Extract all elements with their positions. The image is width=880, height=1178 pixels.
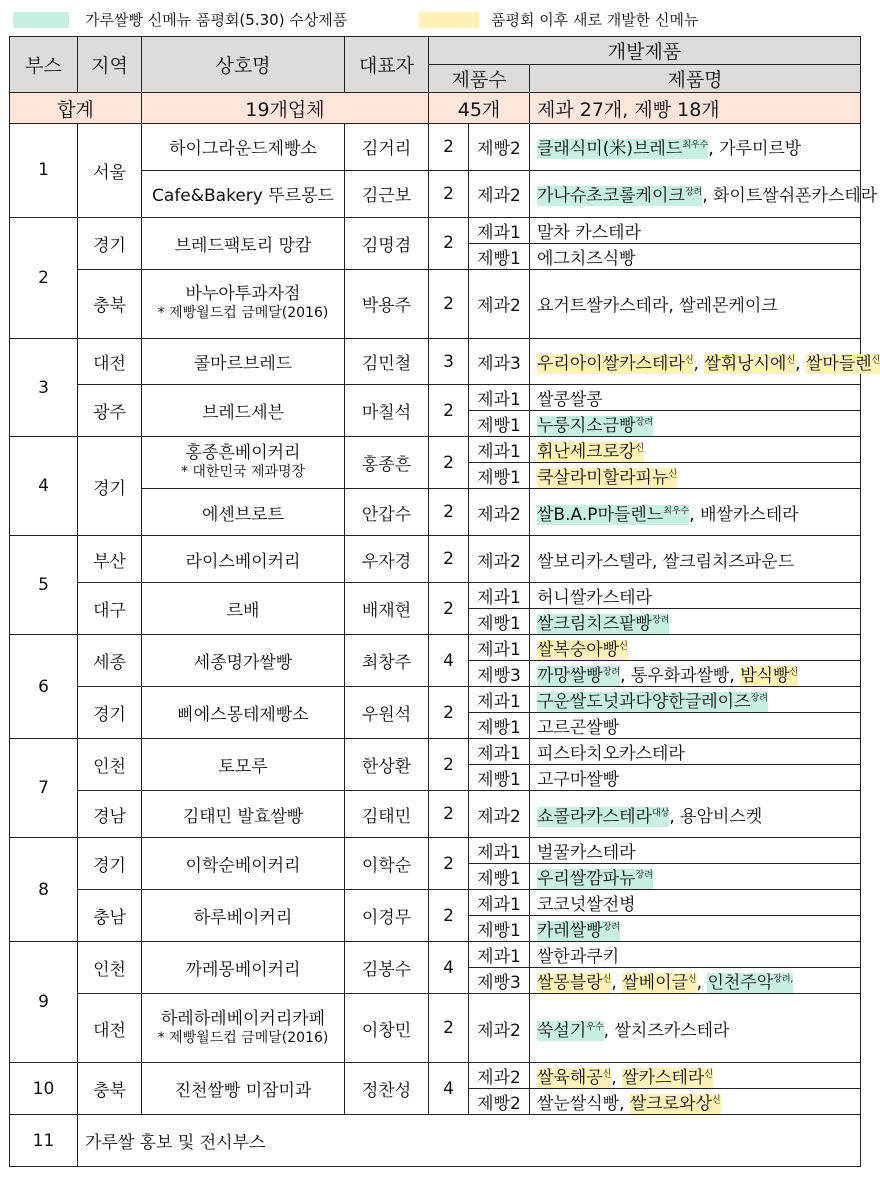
company: 이학순베이커리 (142, 838, 345, 890)
company: 콜마르브레드 (142, 338, 345, 385)
award-mark: 신 (635, 443, 645, 454)
company (142, 437, 345, 489)
ceo: 김명겸 (345, 217, 429, 269)
highlighted-product: 우리쌀깜파뉴$^{장려}$ (537, 869, 653, 890)
product-count: 2 (429, 994, 469, 1063)
company-name: 바누아투과자점 (185, 284, 301, 305)
total-detail: 제과 27개, 제빵 18개 (530, 93, 861, 124)
booth-number: 10 (10, 1063, 78, 1115)
highlighted-product: 쌀B.A.P마들렌느$^{최우수}$ (537, 504, 690, 525)
award-mark: 신 (619, 641, 628, 652)
category: 제과1 (469, 942, 530, 968)
highlighted-product: 쌀휘낭시에$^신$ (704, 354, 796, 374)
company (142, 269, 345, 338)
highlighted-product: 클래식미(米)브레드$^{최우수}$ (537, 139, 709, 160)
region: 충북 (78, 269, 142, 338)
category: 제빵1 (469, 713, 530, 739)
product-names: 허니쌀카스테라 (530, 583, 861, 609)
product-text: 쌀눈쌀식빵, (537, 1094, 630, 1114)
product-names (530, 916, 861, 942)
award-mark: 우수 (586, 1022, 604, 1033)
highlighted-product: 우리아이쌀카스테라$^신$ (537, 354, 694, 374)
category: 제과2 (469, 994, 530, 1063)
product-text: , 화이트쌀쉬폰카스테라 (702, 186, 878, 207)
highlighted-product: 까망쌀빵$^{장려}$ (537, 666, 621, 687)
product-text: , (696, 973, 708, 994)
header-ceo: 대표자 (345, 37, 429, 93)
product-text: , (795, 354, 806, 374)
table-row (10, 385, 861, 411)
table-row (10, 635, 861, 661)
category: 제과3 (469, 338, 530, 385)
category: 제과1 (469, 687, 530, 713)
ceo: 우원석 (345, 687, 429, 739)
category: 제과1 (469, 890, 530, 916)
product-names (530, 661, 861, 687)
total-count: 45개 (429, 93, 530, 124)
company-name: 하레하레베이커리카페 (160, 1008, 326, 1029)
product-names: 요거트쌀카스테라, 쌀레몬케이크 (530, 269, 861, 338)
ceo: 배재현 (345, 583, 429, 635)
award-mark: 최우수 (682, 140, 709, 151)
ceo: 김봉수 (345, 942, 429, 994)
product-text: , 가루미르방 (708, 139, 802, 160)
product-text: , 배쌀카스테라 (689, 504, 799, 525)
region: 경기 (78, 437, 142, 536)
product-text: , 용암비스켓 (669, 806, 763, 827)
product-count: 2 (429, 170, 469, 217)
product-text: , (611, 973, 623, 994)
product-count: 2 (429, 124, 469, 171)
region: 충남 (78, 890, 142, 942)
product-text: , 통우화과쌀빵, (620, 666, 741, 687)
product-names (530, 1089, 861, 1115)
highlighted-product: 쌀크림치즈팥빵$^{장려}$ (537, 614, 670, 635)
product-text: , 쌀치즈카스테라 (603, 1020, 730, 1041)
booth-number: 5 (10, 536, 78, 635)
region: 광주 (78, 385, 142, 437)
award-mark: 장려 (684, 187, 703, 198)
company: 삐에스몽테제빵소 (142, 687, 345, 739)
product-names (530, 463, 861, 489)
product-names (530, 1063, 861, 1089)
product-count: 2 (429, 536, 469, 583)
legend-new-label: 품평회 이후 새로 개발한 신메뉴 (491, 11, 699, 29)
category: 제빵1 (469, 916, 530, 942)
product-names (530, 609, 861, 635)
company-note: * 제빵월드컵 금메달(2016) (157, 305, 329, 322)
product-count: 4 (429, 635, 469, 687)
highlighted-product: 구운쌀도넛과다양한글레이즈$^{장려}$ (537, 692, 768, 713)
highlighted-product: 휘난세크로캉$^신$ (537, 442, 645, 463)
company: 하루베이커리 (142, 890, 345, 942)
region: 경기 (78, 217, 142, 269)
region: 부산 (78, 536, 142, 583)
ceo: 김태민 (345, 791, 429, 838)
ceo: 최창주 (345, 635, 429, 687)
category: 제과2 (469, 1063, 530, 1089)
company: 토모루 (142, 739, 345, 791)
company: 김태민 발효쌀빵 (142, 791, 345, 838)
category: 제과1 (469, 385, 530, 411)
award-mark: 장려 (602, 922, 621, 933)
product-count: 2 (429, 890, 469, 942)
header-names: 제품명 (530, 65, 861, 93)
header-count: 제품수 (429, 65, 530, 93)
region: 세종 (78, 635, 142, 687)
category: 제과2 (469, 170, 530, 217)
company: 세종명가쌀빵 (142, 635, 345, 687)
product-count: 2 (429, 739, 469, 791)
region: 인천 (78, 942, 142, 994)
highlighted-product: 쌀몽블랑$^신$ (537, 973, 612, 994)
company: 에센브로트 (142, 489, 345, 536)
product-names: 고르곤쌀빵 (530, 713, 861, 739)
ceo: 김근보 (345, 170, 429, 217)
product-names (530, 489, 861, 536)
award-mark: 장려 (750, 693, 768, 704)
table-row (10, 687, 861, 713)
award-mark: 신 (704, 1069, 714, 1080)
product-count: 2 (429, 687, 469, 739)
ceo: 한상환 (345, 739, 429, 791)
highlighted-product: 쌀마들렌$^신$ (805, 354, 880, 374)
ceo: 김민철 (345, 338, 429, 385)
product-count: 2 (429, 838, 469, 890)
region: 서울 (78, 124, 142, 218)
highlighted-product: 가나슈초코롤케이크$^{장려}$ (537, 186, 703, 207)
product-count: 2 (429, 489, 469, 536)
company-note: * 대한민국 제과명장 (180, 464, 306, 481)
product-names (530, 338, 880, 385)
product-text: , (611, 1068, 623, 1088)
ceo: 이학순 (345, 838, 429, 890)
booth-number: 7 (10, 739, 78, 838)
category: 제빵3 (469, 968, 530, 994)
product-text: , (693, 354, 705, 374)
product-count: 2 (429, 791, 469, 838)
header-company: 상호명 (142, 37, 345, 93)
total-label: 합계 (10, 93, 142, 124)
highlighted-product: 누룽지소금빵$^{장려}$ (537, 416, 653, 437)
category: 제과1 (469, 437, 530, 463)
table-row (10, 217, 861, 243)
product-count: 2 (429, 217, 469, 269)
product-names (530, 124, 861, 171)
table-row (10, 1115, 861, 1167)
award-mark: 장려 (651, 615, 670, 626)
award-mark: 신 (602, 1069, 612, 1080)
company: 브레드팩토리 망캄 (142, 217, 345, 269)
header-dev: 개발제품 (429, 37, 861, 65)
product-names: 쌀보리카스텔라, 쌀크림치즈파운드 (530, 536, 861, 583)
header-booth: 부스 (10, 37, 78, 93)
region: 경기 (78, 838, 142, 890)
booth-number: 8 (10, 838, 78, 942)
booth-number: 2 (10, 217, 78, 338)
booth-table (9, 36, 880, 1167)
region: 대전 (78, 338, 142, 385)
award-mark: 신 (687, 974, 697, 985)
region: 경기 (78, 687, 142, 739)
category: 제빵1 (469, 243, 530, 269)
category: 제빵1 (469, 765, 530, 791)
highlighted-product: 쑥설기$^{우수}$ (537, 1020, 604, 1041)
category: 제빵2 (469, 124, 530, 171)
table-row (10, 838, 861, 864)
region: 대전 (78, 994, 142, 1063)
product-names (530, 635, 861, 661)
product-names: 고구마쌀빵 (530, 765, 861, 791)
ceo: 우자경 (345, 536, 429, 583)
table-row (10, 1063, 861, 1089)
company: 브레드세븐 (142, 385, 345, 437)
total-row (10, 93, 861, 124)
category: 제빵1 (469, 864, 530, 890)
category: 제빵3 (469, 661, 530, 687)
product-names: 쌀한과쿠키 (530, 942, 861, 968)
award-mark: 신 (684, 355, 694, 366)
region: 대구 (78, 583, 142, 635)
award-mark: 장려 (635, 417, 653, 428)
booth-number: 4 (10, 437, 78, 536)
category: 제과1 (469, 635, 530, 661)
product-names: 쌀콩쌀콩 (530, 385, 861, 411)
category: 제과2 (469, 489, 530, 536)
product-names: 코코넛쌀전병 (530, 890, 861, 916)
product-count: 2 (429, 583, 469, 635)
award-mark: 신 (789, 667, 799, 678)
table-row (10, 942, 861, 968)
highlighted-product: 쌀베이글$^신$ (622, 973, 697, 994)
award-mark: 신 (712, 1095, 721, 1106)
table-row (10, 437, 861, 463)
product-names: 피스타치오카스테라 (530, 739, 861, 765)
highlighted-product: 인천주악$^{장려,}$ (707, 973, 794, 994)
highlighted-product: 쇼콜라카스테라$^{대상}$ (537, 806, 670, 827)
company: 진천쌀빵 미잠미과 (142, 1063, 345, 1115)
award-mark: 신 (786, 355, 796, 366)
booth-number: 1 (10, 124, 78, 218)
region: 충북 (78, 1063, 142, 1115)
legend-award-label: 가루쌀빵 신메뉴 품평회(5.30) 수상제품 (85, 11, 348, 29)
product-names (530, 791, 861, 838)
product-names (530, 687, 861, 713)
table-row (10, 890, 861, 916)
product-count: 4 (429, 1063, 469, 1115)
category: 제과2 (469, 269, 530, 338)
category: 제빵1 (469, 463, 530, 489)
award-mark: 장려 (602, 667, 621, 678)
product-names (530, 437, 861, 463)
category: 제과2 (469, 791, 530, 838)
ceo: 안갑수 (345, 489, 429, 536)
company-name: 홍종흔베이커리 (185, 443, 301, 464)
category: 제과1 (469, 583, 530, 609)
header-region: 지역 (78, 37, 142, 93)
highlighted-product: 쌀복숭아빵$^신$ (537, 640, 628, 661)
highlighted-product: 카레쌀빵$^{장려}$ (537, 921, 621, 942)
company (142, 994, 345, 1063)
category: 제빵1 (469, 609, 530, 635)
product-names (530, 411, 861, 437)
ceo: 이창민 (345, 994, 429, 1063)
product-names (530, 994, 861, 1063)
award-mark: 신 (871, 355, 880, 366)
highlighted-product: 밤식빵$^신$ (740, 666, 799, 687)
promo-booth-text: 가루쌀 홍보 및 전시부스 (78, 1115, 861, 1167)
ceo: 마칠석 (345, 385, 429, 437)
highlighted-product: 쿡살라미할라피뉴$^신$ (537, 468, 678, 489)
highlighted-product: 쌀육해공$^신$ (537, 1068, 612, 1088)
award-mark: 장려, (773, 974, 794, 985)
ceo: 이경무 (345, 890, 429, 942)
category: 제과1 (469, 838, 530, 864)
product-names (530, 864, 861, 890)
category: 제빵2 (469, 1089, 530, 1115)
company: 하이그라운드제빵소 (142, 124, 345, 171)
award-mark: 신 (602, 974, 612, 985)
category: 제빵1 (469, 411, 530, 437)
ceo: 홍종흔 (345, 437, 429, 489)
product-count: 3 (429, 338, 469, 385)
product-count: 2 (429, 269, 469, 338)
booth-number: 11 (10, 1115, 78, 1167)
ceo: 정찬성 (345, 1063, 429, 1115)
company-note: * 제빵월드컵 금메달(2016) (157, 1029, 329, 1046)
region: 경남 (78, 791, 142, 838)
product-count: 2 (429, 385, 469, 437)
highlighted-product: 쌀크로와상$^신$ (629, 1094, 721, 1114)
highlighted-product: 쌀카스테라$^신$ (622, 1068, 714, 1088)
award-mark: 대상 (651, 808, 670, 819)
region: 인천 (78, 739, 142, 791)
table-row (10, 739, 861, 765)
legend-new-swatch (419, 12, 479, 28)
product-names (530, 968, 861, 994)
category: 제과1 (469, 217, 530, 243)
ceo: 김거리 (345, 124, 429, 171)
booth-number: 3 (10, 338, 78, 437)
product-names: 말차 카스테라 (530, 217, 861, 243)
company: 라이스베이커리 (142, 536, 345, 583)
product-names (530, 170, 878, 217)
legend-award-swatch (13, 12, 69, 28)
product-count: 4 (429, 942, 469, 994)
category: 제과2 (469, 536, 530, 583)
award-mark: 신 (668, 469, 678, 480)
table-row (10, 583, 861, 609)
award-mark: 최우수 (663, 506, 690, 517)
company: Cafe&Bakery 뚜르몽드 (142, 170, 345, 217)
booth-number: 6 (10, 635, 78, 739)
product-names: 벌꿀카스테라 (530, 838, 861, 864)
award-mark: 장려 (635, 870, 653, 881)
product-names: 에그치즈식빵 (530, 243, 861, 269)
company: 까레몽베이커리 (142, 942, 345, 994)
product-count: 2 (429, 437, 469, 489)
category: 제과1 (469, 739, 530, 765)
company: 르배 (142, 583, 345, 635)
total-companies: 19개업체 (142, 93, 429, 124)
booth-number: 9 (10, 942, 78, 1063)
ceo: 박용주 (345, 269, 429, 338)
